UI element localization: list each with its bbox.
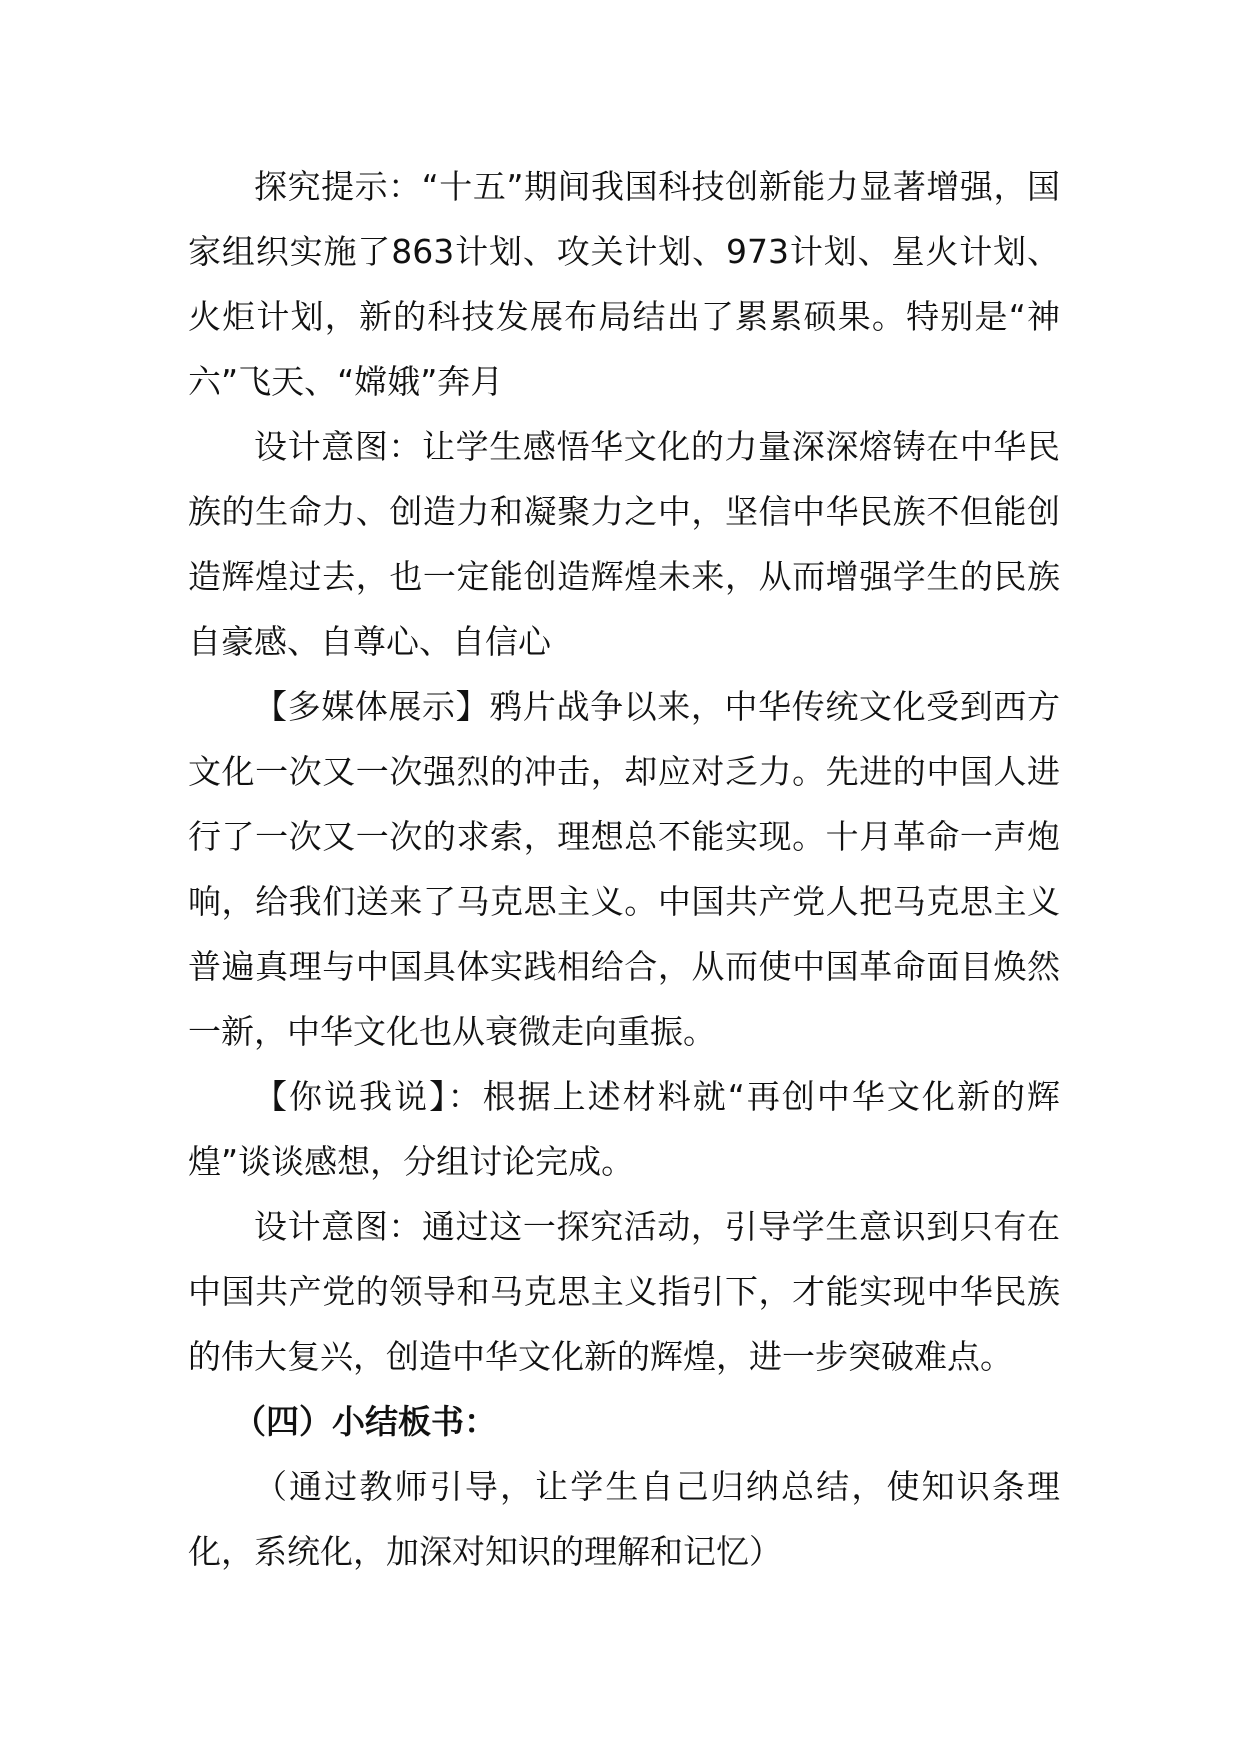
paragraph-inquiry-hint: 探究提示：“十五”期间我国科技创新能力显著增强，国家组织实施了863计划、攻关计划、973计划、星火计划、火炬计划，新的科技发展布局结出了累累硕果。特别是“神六”飞天、“嫦娥”奔月 xyxy=(188,167,1060,401)
closing-note: （通过教师引导，让学生自己归纳总结，使知识条理化，系统化，加深对知识的理解和记忆） xyxy=(188,1467,1060,1571)
paragraph-discussion: 【你说我说】：根据上述材料就“再创中华文化新的辉煌”谈谈感想，分组讨论完成。 xyxy=(188,1077,1060,1181)
document-page xyxy=(188,154,1060,1584)
paragraph-design-intent-1: 设计意图：让学生感悟华文化的力量深深熔铸在中华民族的生命力、创造力和凝聚力之中，坚信中华民族不但能创造辉煌过去，也一定能创造辉煌未来，从而增强学生的民族自豪感、自尊心、自信心 xyxy=(188,427,1060,661)
paragraph-multimedia-display: 【多媒体展示】鸦片战争以来，中华传统文化受到西方文化一次又一次强烈的冲击，却应对乏力。先进的中国人进行了一次又一次的求索，理想总不能实现。十月革命一声炮响，给我们送来了马克思主义。中国共产党人把马克思主义普遍真理与中国具体实践相给合，从而使中国革命面目焕然一新，中华文化也从衰微走向重振。 xyxy=(188,687,1060,1051)
section-heading-summary: （四）小结板书： xyxy=(233,1402,497,1441)
paragraph-design-intent-2: 设计意图：通过这一探究活动，引导学生意识到只有在中国共产党的领导和马克思主义指引下，才能实现中华民族的伟大复兴，创造中华文化新的辉煌，进一步突破难点。 xyxy=(188,1207,1060,1376)
